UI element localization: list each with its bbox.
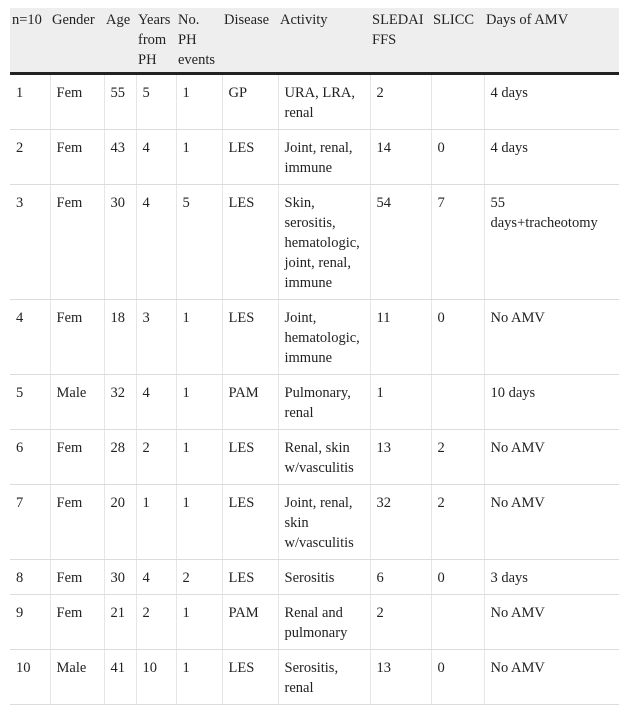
cell-n: 8 bbox=[10, 560, 50, 595]
cell-disease: LES bbox=[222, 430, 278, 485]
patient-table-container bbox=[10, 8, 619, 705]
cell-sledai-ffs: 32 bbox=[370, 485, 431, 560]
cell-n: 7 bbox=[10, 485, 50, 560]
cell-years-from-ph: 1 bbox=[136, 485, 176, 560]
table-row bbox=[10, 595, 619, 650]
cell-slicc: 7 bbox=[431, 185, 484, 300]
cell-disease: GP bbox=[222, 74, 278, 130]
header-n: n=10 bbox=[10, 8, 50, 74]
cell-disease: LES bbox=[222, 485, 278, 560]
cell-sledai-ffs: 6 bbox=[370, 560, 431, 595]
cell-years-from-ph: 4 bbox=[136, 185, 176, 300]
cell-disease: LES bbox=[222, 560, 278, 595]
table-row bbox=[10, 185, 619, 300]
cell-gender: Fem bbox=[50, 430, 104, 485]
cell-disease: LES bbox=[222, 130, 278, 185]
cell-gender: Fem bbox=[50, 595, 104, 650]
cell-ph-events: 1 bbox=[176, 74, 222, 130]
cell-ph-events: 1 bbox=[176, 375, 222, 430]
header-ph-events: No. PH events bbox=[176, 8, 222, 74]
table-row bbox=[10, 650, 619, 705]
cell-days-of-amv: 55 days+tracheotomy bbox=[484, 185, 619, 300]
cell-activity: Pulmonary, renal bbox=[278, 375, 370, 430]
cell-age: 41 bbox=[104, 650, 136, 705]
cell-years-from-ph: 10 bbox=[136, 650, 176, 705]
cell-age: 21 bbox=[104, 595, 136, 650]
cell-gender: Fem bbox=[50, 485, 104, 560]
cell-age: 30 bbox=[104, 185, 136, 300]
cell-sledai-ffs: 13 bbox=[370, 430, 431, 485]
table-row bbox=[10, 485, 619, 560]
cell-disease: LES bbox=[222, 650, 278, 705]
cell-ph-events: 1 bbox=[176, 650, 222, 705]
table-body bbox=[10, 74, 619, 705]
cell-gender: Fem bbox=[50, 185, 104, 300]
cell-years-from-ph: 4 bbox=[136, 130, 176, 185]
cell-slicc: 0 bbox=[431, 560, 484, 595]
cell-ph-events: 2 bbox=[176, 560, 222, 595]
cell-n: 3 bbox=[10, 185, 50, 300]
cell-years-from-ph: 4 bbox=[136, 560, 176, 595]
cell-years-from-ph: 3 bbox=[136, 300, 176, 375]
cell-days-of-amv: 3 days bbox=[484, 560, 619, 595]
cell-activity: Joint, renal, immune bbox=[278, 130, 370, 185]
patient-characteristics-table bbox=[10, 8, 619, 705]
table-row bbox=[10, 300, 619, 375]
cell-sledai-ffs: 54 bbox=[370, 185, 431, 300]
cell-years-from-ph: 2 bbox=[136, 595, 176, 650]
header-activity: Activity bbox=[278, 8, 370, 74]
cell-disease: LES bbox=[222, 185, 278, 300]
cell-age: 55 bbox=[104, 74, 136, 130]
cell-sledai-ffs: 13 bbox=[370, 650, 431, 705]
header-years-from-ph: Years from PH bbox=[136, 8, 176, 74]
table-row bbox=[10, 74, 619, 130]
cell-n: 2 bbox=[10, 130, 50, 185]
cell-years-from-ph: 2 bbox=[136, 430, 176, 485]
cell-activity: Joint, hematologic, immune bbox=[278, 300, 370, 375]
cell-age: 32 bbox=[104, 375, 136, 430]
table-row bbox=[10, 130, 619, 185]
cell-gender: Fem bbox=[50, 130, 104, 185]
cell-disease: PAM bbox=[222, 375, 278, 430]
header-days-of-amv: Days of AMV bbox=[484, 8, 619, 74]
cell-activity: Renal, skin w/vasculitis bbox=[278, 430, 370, 485]
cell-disease: PAM bbox=[222, 595, 278, 650]
cell-activity: Skin, serositis, hematologic, joint, renal, immune bbox=[278, 185, 370, 300]
cell-gender: Male bbox=[50, 650, 104, 705]
cell-slicc bbox=[431, 595, 484, 650]
cell-n: 4 bbox=[10, 300, 50, 375]
cell-gender: Fem bbox=[50, 300, 104, 375]
cell-ph-events: 1 bbox=[176, 300, 222, 375]
cell-slicc: 0 bbox=[431, 650, 484, 705]
table-row bbox=[10, 375, 619, 430]
cell-age: 43 bbox=[104, 130, 136, 185]
cell-activity: Renal and pulmonary bbox=[278, 595, 370, 650]
cell-days-of-amv: 4 days bbox=[484, 74, 619, 130]
cell-activity: Joint, renal, skin w/vasculitis bbox=[278, 485, 370, 560]
cell-slicc: 2 bbox=[431, 485, 484, 560]
cell-gender: Fem bbox=[50, 74, 104, 130]
cell-gender: Male bbox=[50, 375, 104, 430]
cell-days-of-amv: No AMV bbox=[484, 300, 619, 375]
header-row bbox=[10, 8, 619, 74]
cell-sledai-ffs: 11 bbox=[370, 300, 431, 375]
cell-ph-events: 1 bbox=[176, 485, 222, 560]
cell-age: 28 bbox=[104, 430, 136, 485]
cell-n: 6 bbox=[10, 430, 50, 485]
cell-ph-events: 1 bbox=[176, 430, 222, 485]
cell-days-of-amv: No AMV bbox=[484, 650, 619, 705]
cell-years-from-ph: 5 bbox=[136, 74, 176, 130]
cell-activity: URA, LRA, renal bbox=[278, 74, 370, 130]
header-disease: Disease bbox=[222, 8, 278, 74]
cell-age: 18 bbox=[104, 300, 136, 375]
cell-sledai-ffs: 2 bbox=[370, 74, 431, 130]
cell-slicc bbox=[431, 74, 484, 130]
cell-ph-events: 1 bbox=[176, 595, 222, 650]
cell-ph-events: 1 bbox=[176, 130, 222, 185]
cell-n: 9 bbox=[10, 595, 50, 650]
cell-days-of-amv: 10 days bbox=[484, 375, 619, 430]
cell-slicc: 2 bbox=[431, 430, 484, 485]
header-age: Age bbox=[104, 8, 136, 74]
cell-sledai-ffs: 1 bbox=[370, 375, 431, 430]
cell-years-from-ph: 4 bbox=[136, 375, 176, 430]
cell-days-of-amv: No AMV bbox=[484, 430, 619, 485]
cell-gender: Fem bbox=[50, 560, 104, 595]
cell-activity: Serositis, renal bbox=[278, 650, 370, 705]
cell-slicc: 0 bbox=[431, 130, 484, 185]
table-header bbox=[10, 8, 619, 74]
cell-n: 5 bbox=[10, 375, 50, 430]
header-slicc: SLICC bbox=[431, 8, 484, 74]
cell-days-of-amv: 4 days bbox=[484, 130, 619, 185]
cell-ph-events: 5 bbox=[176, 185, 222, 300]
cell-age: 30 bbox=[104, 560, 136, 595]
cell-days-of-amv: No AMV bbox=[484, 595, 619, 650]
cell-sledai-ffs: 14 bbox=[370, 130, 431, 185]
cell-slicc bbox=[431, 375, 484, 430]
cell-days-of-amv: No AMV bbox=[484, 485, 619, 560]
cell-n: 1 bbox=[10, 74, 50, 130]
cell-activity: Serositis bbox=[278, 560, 370, 595]
cell-disease: LES bbox=[222, 300, 278, 375]
cell-slicc: 0 bbox=[431, 300, 484, 375]
cell-age: 20 bbox=[104, 485, 136, 560]
cell-sledai-ffs: 2 bbox=[370, 595, 431, 650]
cell-n: 10 bbox=[10, 650, 50, 705]
table-row bbox=[10, 430, 619, 485]
header-gender: Gender bbox=[50, 8, 104, 74]
table-row bbox=[10, 560, 619, 595]
header-sledai-ffs: SLEDAI FFS bbox=[370, 8, 431, 74]
